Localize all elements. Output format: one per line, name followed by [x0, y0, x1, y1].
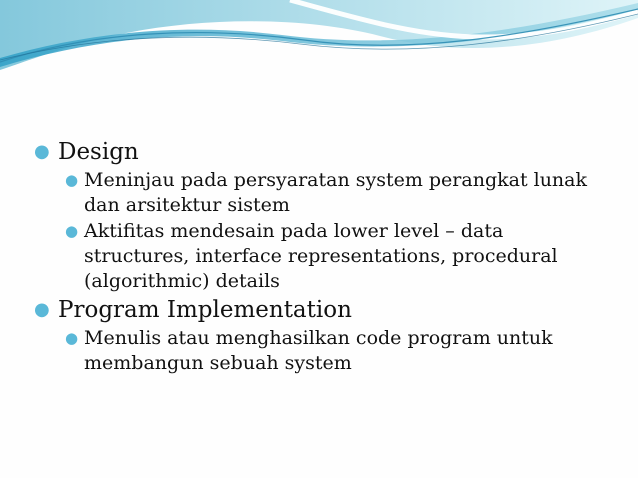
bullet-design	[34, 137, 604, 167]
bullet-dot-icon: ●	[65, 329, 79, 347]
bullet-design-text: Design	[58, 139, 139, 165]
bullet-program-implementation	[34, 295, 604, 325]
subbullet-design-1	[34, 168, 604, 218]
subbullet-design-2-text: Aktifitas mendesain pada lower level – data structures, interface representations, procedural (algorithmic) details	[84, 220, 558, 292]
header-wave-decoration	[0, 0, 638, 80]
slide-content	[34, 137, 604, 377]
bullet-program-implementation-text: Program Implementation	[58, 297, 352, 323]
bullet-dot-icon: ●	[34, 141, 50, 162]
bullet-dot-icon: ●	[34, 299, 50, 320]
bullet-dot-icon: ●	[65, 222, 79, 240]
bullet-dot-icon: ●	[65, 171, 79, 189]
subbullet-design-1-text: Meninjau pada persyaratan system perangkat lunak dan arsitektur sistem	[84, 169, 588, 216]
subbullet-program-implementation-1	[34, 326, 604, 376]
subbullet-program-implementation-1-text: Menulis atau menghasilkan code program untuk membangun sebuah system	[84, 327, 553, 374]
subbullet-design-2	[34, 219, 604, 294]
